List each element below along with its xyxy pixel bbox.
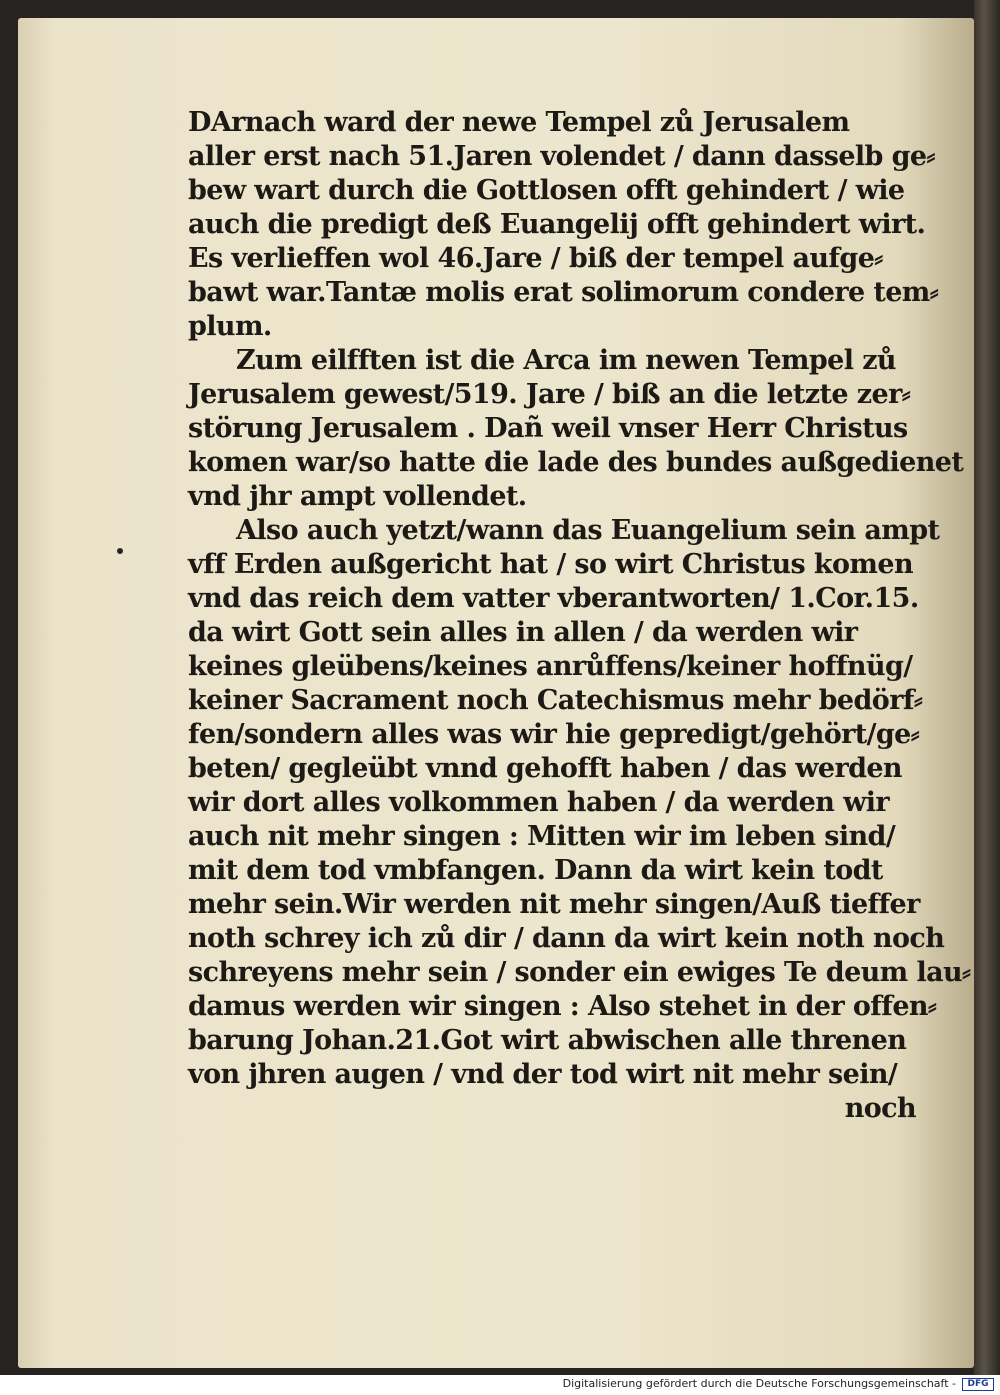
page-text — [188, 106, 971, 1126]
text-line: auch nit mehr singen : Mitten wir im leben sind/ — [188, 821, 896, 852]
text-line: Zum eilfften ist die Arca im newen Tempel zů — [236, 345, 896, 376]
text-line: schreyens mehr sein / sonder ein ewiges Te deum lau⸗ — [188, 957, 971, 988]
text-line: wir dort alles volkommen haben / da werden wir — [188, 787, 890, 818]
dfg-logo-icon: DFG — [962, 1378, 994, 1391]
text-line: Es verlieffen wol 46.Jare / biß der tempel aufge⸗ — [188, 243, 883, 274]
text-line: vff Erden außgericht hat / so wirt Christus komen — [188, 549, 913, 580]
text-line: Also auch yetzt/wann das Euangelium sein ampt — [236, 515, 940, 546]
text-line: barung Johan.21.Got wirt abwischen alle threnen — [188, 1025, 907, 1056]
text-line: damus werden wir singen : Also stehet in der offen⸗ — [188, 991, 937, 1022]
text-line: keines gleübens/keines anrůffens/keiner hoffnüg/ — [188, 651, 913, 682]
text-line: auch die predigt deß Euangelij offt gehindert wirt. — [188, 209, 926, 240]
text-line: DArnach ward der newe Tempel zů Jerusalem — [188, 107, 850, 138]
catchword: noch — [844, 1093, 916, 1124]
text-line: beten/ gegleübt vnnd gehofft haben / das werden — [188, 753, 902, 784]
text-line: von jhren augen / vnd der tod wirt nit mehr sein/ — [188, 1059, 898, 1090]
text-line: vnd jhr ampt vollendet. — [188, 481, 527, 512]
text-line: vnd das reich dem vatter vberantworten/ 1.Cor.15. — [188, 583, 919, 614]
footer-bar — [0, 1375, 1000, 1395]
text-line: fen/sondern alles was wir hie gepredigt/gehört/ge⸗ — [188, 719, 920, 750]
text-line: keiner Sacrament noch Catechismus mehr bedörf⸗ — [188, 685, 923, 716]
text-line: komen war/so hatte die lade des bundes außgedienet — [188, 447, 964, 478]
text-line: mit dem tod vmbfangen. Dann da wirt kein todt — [188, 855, 883, 886]
text-line: da wirt Gott sein alles in allen / da werden wir — [188, 617, 858, 648]
text-line: Jerusalem gewest/519. Jare / biß an die letzte zer⸗ — [188, 379, 911, 410]
text-line: plum. — [188, 311, 272, 342]
text-line: bew wart durch die Gottlosen offt gehindert / wie — [188, 175, 905, 206]
funding-credit: Digitalisierung gefördert durch die Deutsche Forschungsgemeinschaft - — [562, 1377, 956, 1390]
text-line: störung Jerusalem . Dañ weil vnser Herr Christus — [188, 413, 908, 444]
text-line: bawt war.Tantæ molis erat solimorum condere tem⸗ — [188, 277, 939, 308]
text-line: aller erst nach 51.Jaren volendet / dann dasselb ge⸗ — [188, 141, 935, 172]
text-line: noth schrey ich zů dir / dann da wirt kein noth noch — [188, 923, 945, 954]
ink-speck — [117, 548, 123, 554]
book-edge — [974, 0, 1000, 1375]
text-line: mehr sein.Wir werden nit mehr singen/Auß tieffer — [188, 889, 920, 920]
